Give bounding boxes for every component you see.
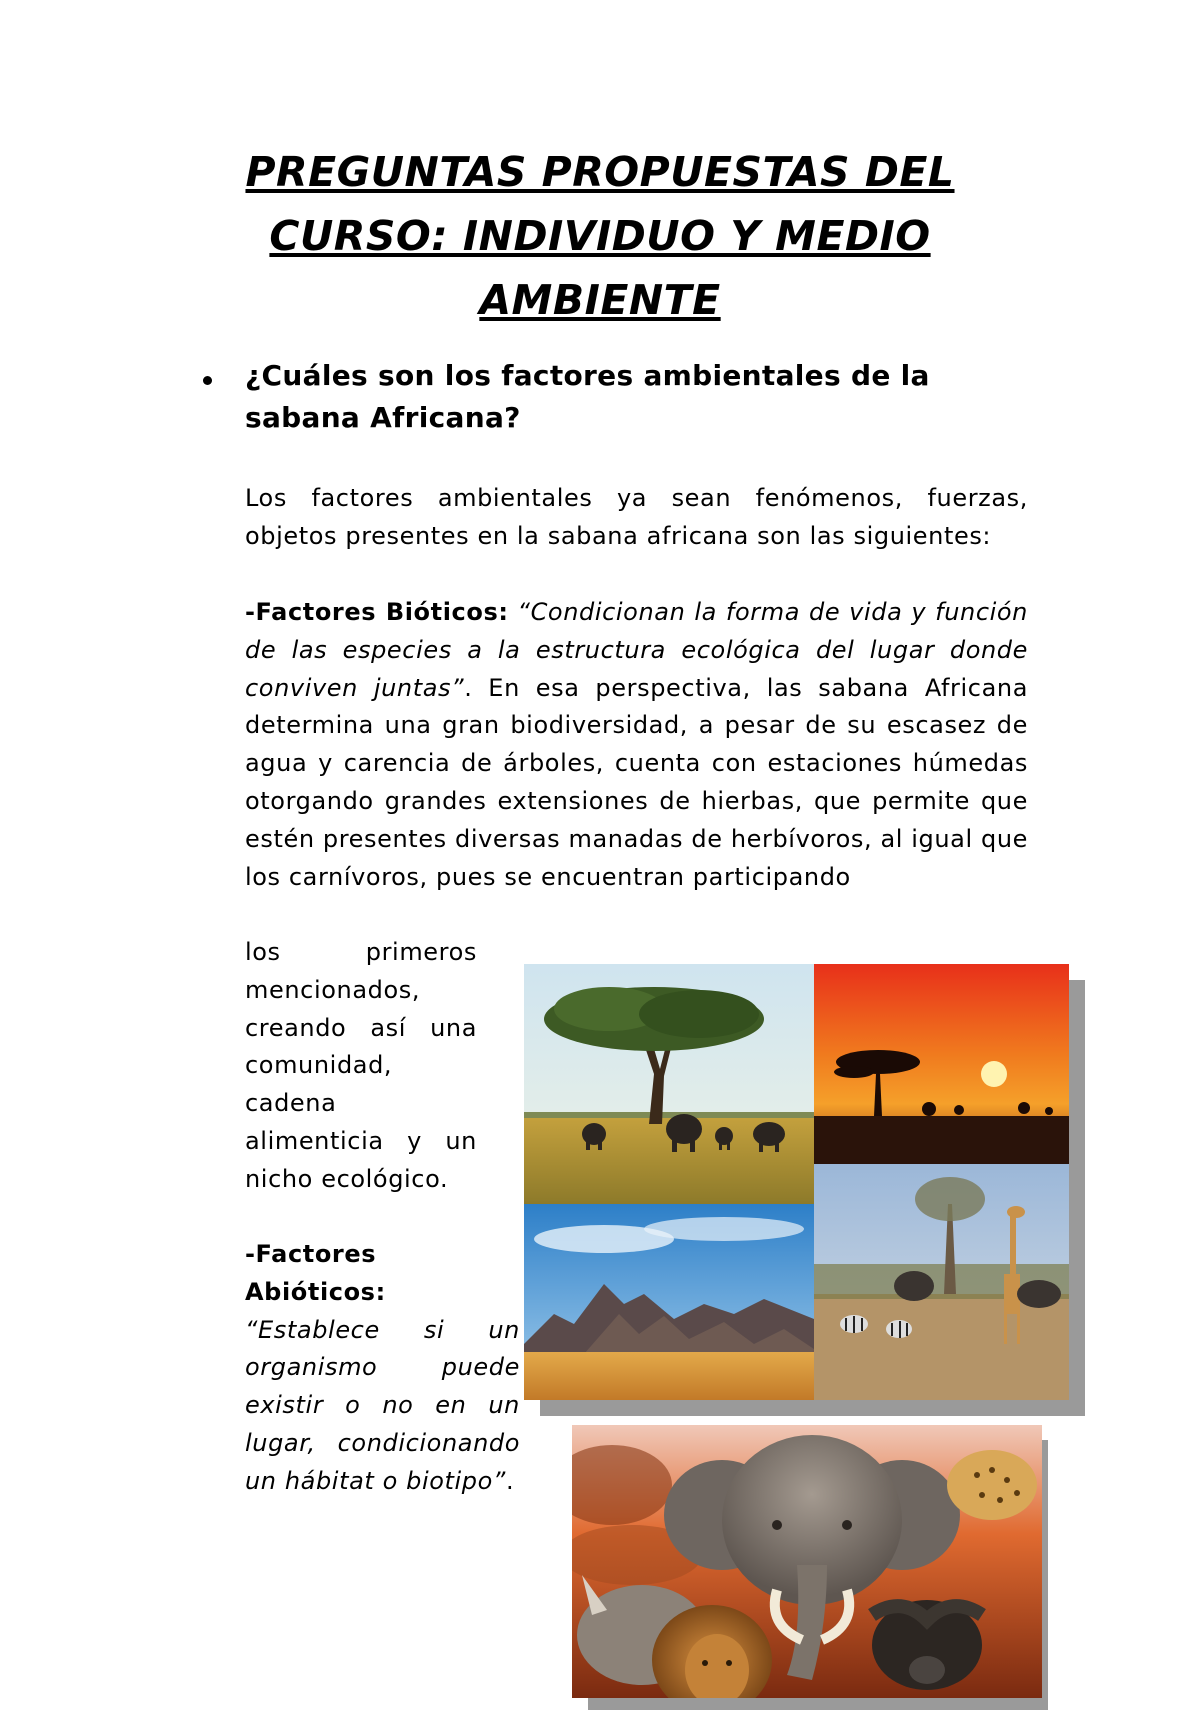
abioticos-end: . <box>505 1466 515 1495</box>
abioticos-label: -Factores Abióticos: <box>245 1240 386 1306</box>
bioticos-quote: “Condicionan la forma de vida y función de las especies a la estructura ecológica del lugar donde conviven juntas” <box>245 598 1028 702</box>
bioticos-text: . En esa perspectiva, las sabana Africana determina una gran biodiversidad, a pesar de su escasez de agua y carencia de árboles, cuenta con estaciones húmedas otorgando grandes extensiones de hierbas, que permite que estén presentes diversas manadas de herbívoros, al igual que los carnívoros, pues se encuentran participando <box>245 673 1029 891</box>
bioticos-label: -Factores Bióticos: <box>245 598 509 626</box>
bioticos-paragraph <box>245 594 1028 896</box>
bullet-icon <box>203 376 212 385</box>
abioticos-paragraph <box>245 1236 520 1501</box>
question-heading: ¿Cuáles son los factores ambientales de la sabana Africana? <box>245 359 930 434</box>
bioticos-continuation: los primeros mencionados, creando así una comunidad, cadena alimenticia y un nicho ecológico. <box>245 938 477 1193</box>
savanna-collage-image <box>524 964 1069 1400</box>
wildlife-image <box>572 1425 1042 1698</box>
abioticos-quote: “Establece si un organismo puede existir o no en un lugar, condicionando un hábitat o biotipo” <box>245 1315 520 1495</box>
intro-paragraph: Los factores ambientales ya sean fenómenos, fuerzas, objetos presentes en la sabana africana son las siguientes: <box>245 484 1028 550</box>
page-title: PREGUNTAS PROPUESTAS DEL CURSO: INDIVIDUO Y MEDIO AMBIENTE <box>245 148 955 324</box>
